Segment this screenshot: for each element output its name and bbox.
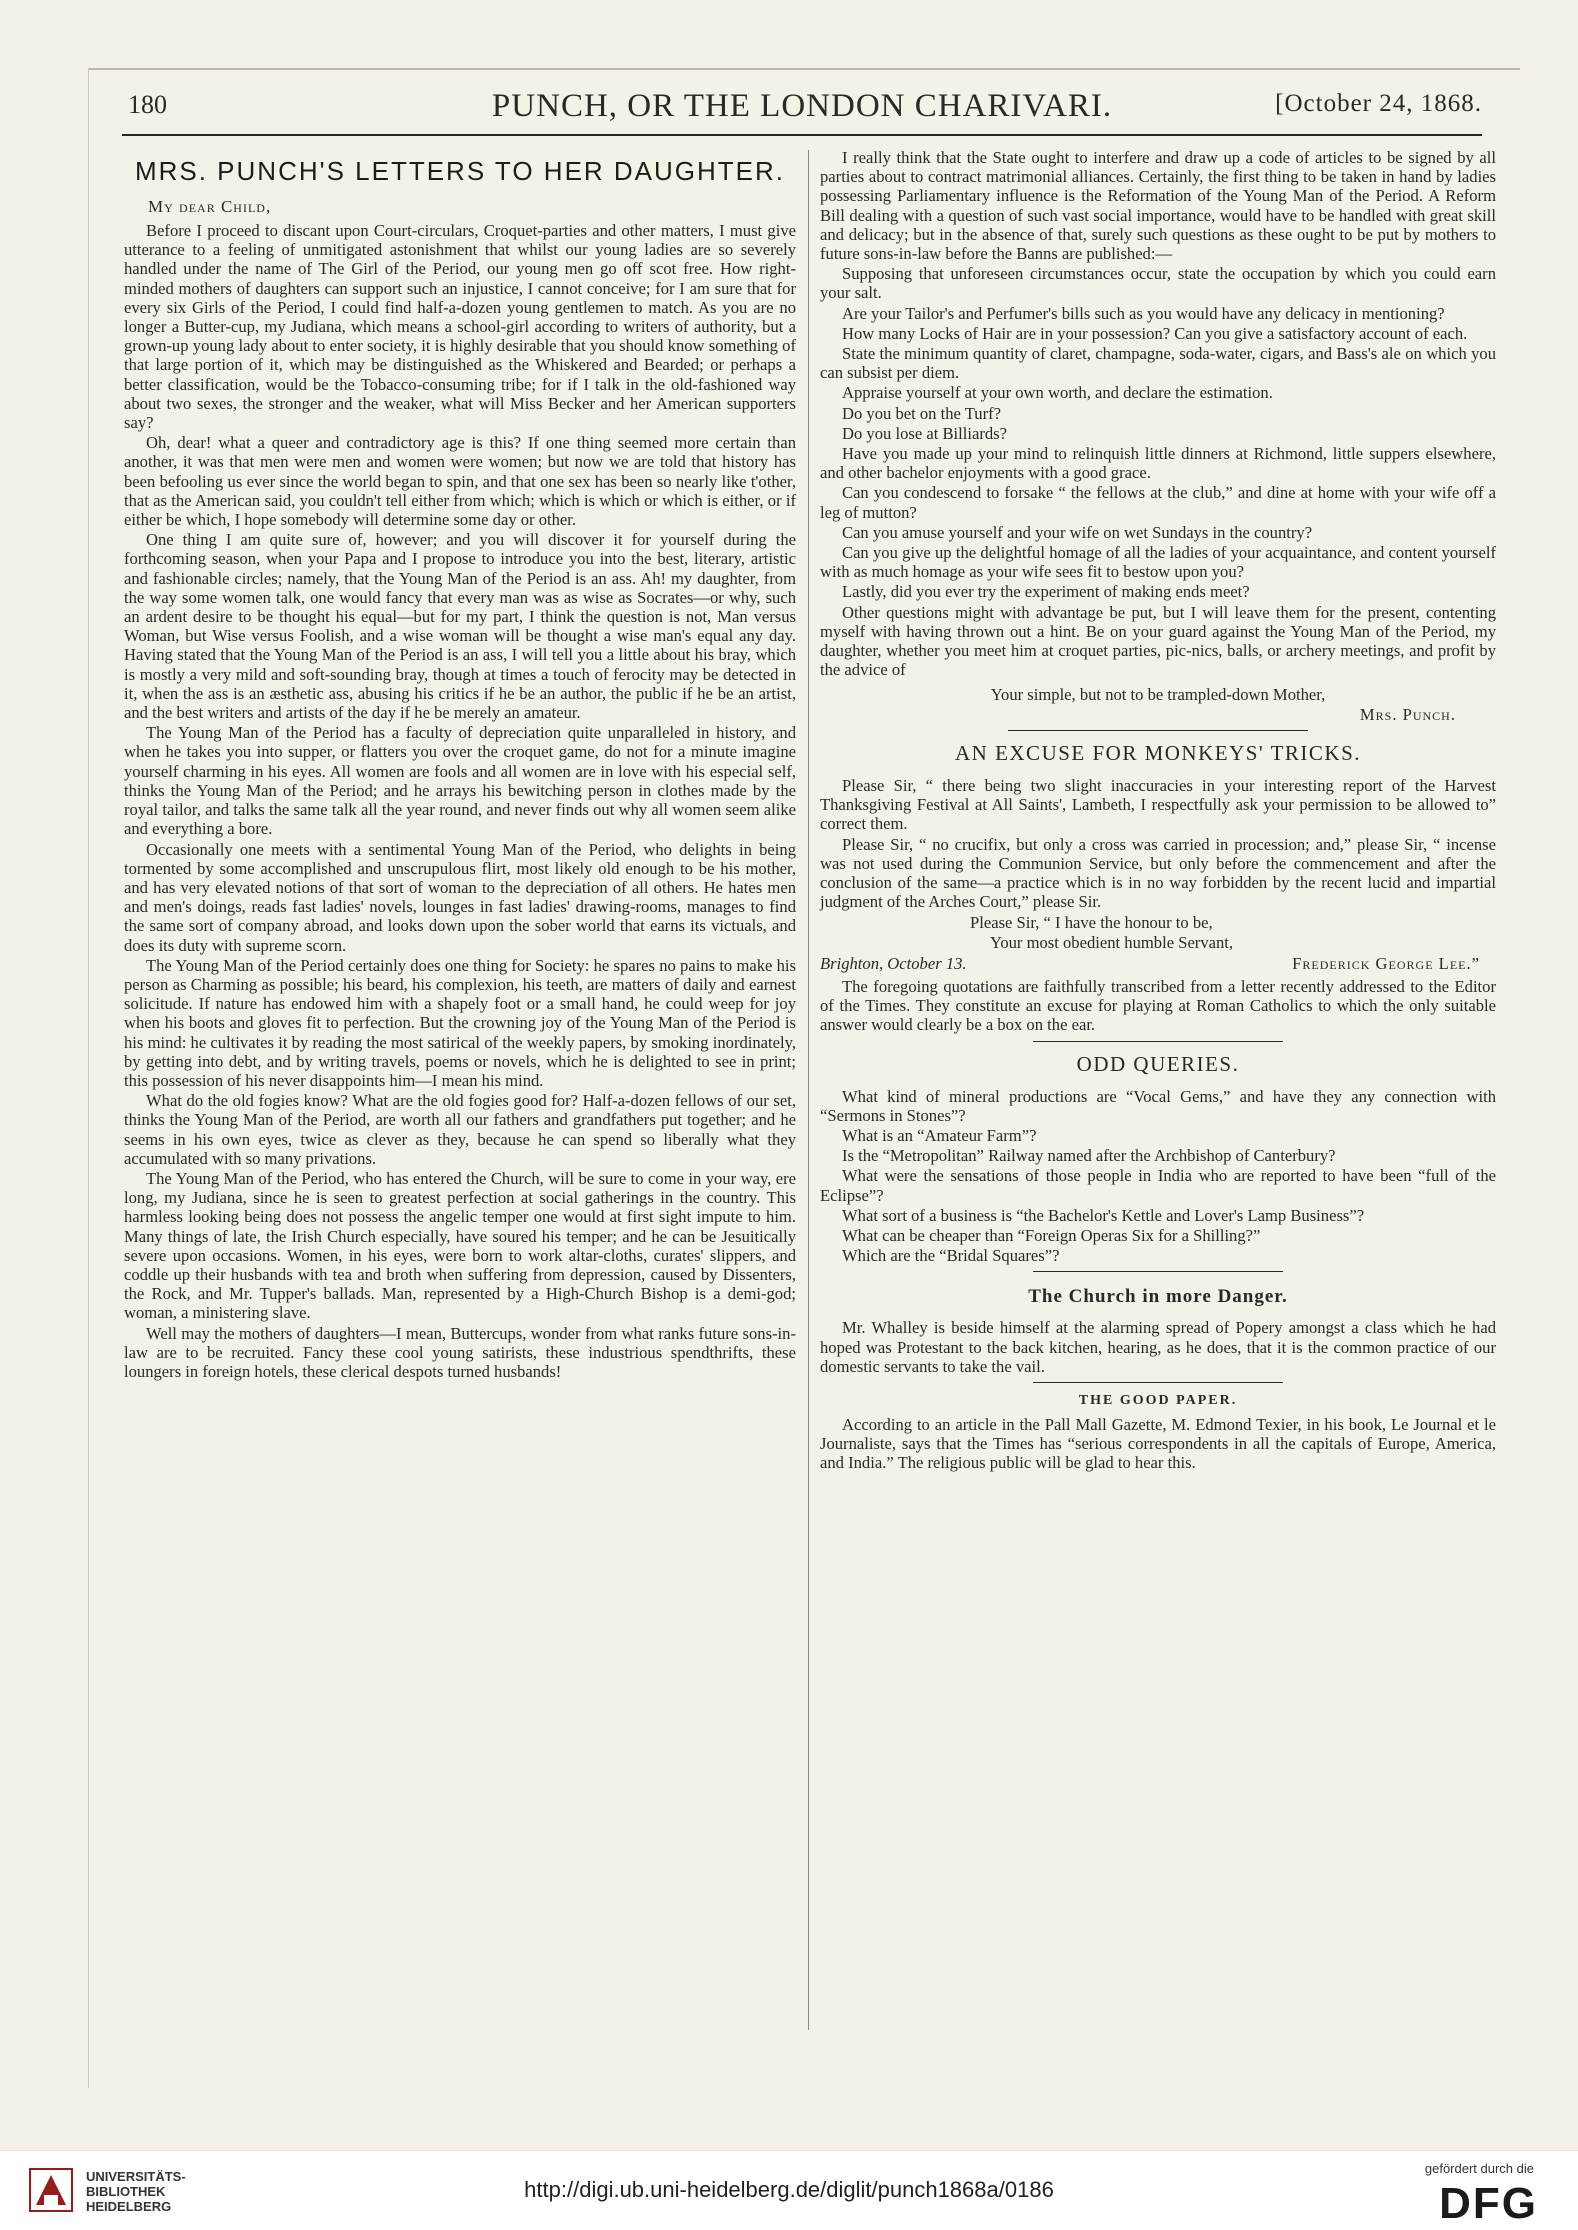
letters-closing: Your simple, but not to be trampled-down Mother, xyxy=(990,685,1326,705)
letters-paragraph: Occasionally one meets with a sentimental Young Man of the Period, who delights in being tormented by some accomplished and unscrupulous flirt, most likely old enough to be his mother, and has very elevated notions of that sort of woman to the depreciation of all others. He hates men and men's doings, reads fast ladies' novels, lounges in fast ladies' drawing-rooms, manages to find the same sort of company abroad, and looks down upon the sober world that earns its victuals, and does its duty with supreme scorn. xyxy=(124,839,796,955)
excuse-title: AN EXCUSE FOR MONKEYS' TRICKS. xyxy=(954,740,1362,765)
source-url-link[interactable]: http://digi.ub.uni-heidelberg.de/diglit/punch1868a/0186 xyxy=(524,2177,1054,2202)
paper-text: According to an article in the Pall Mall Gazette, M. Edmond Texier, in his book, Le Journal et le Journaliste, says that the Times has “serious correspondents in all the capitals of Europe, America, and India.” The religious public will be glad to hear this. xyxy=(820,1414,1496,1473)
excuse-paragraph: Please Sir, “ no crucifix, but only a cross was carried in procession; and,” please Sir, “ incense was not used during the Communion Service, but only before the commencement and after the conclusion of the same—a practice which is in no way forbidden by the recent lucid and impartial judgment of the Arches Court,” please Sir. xyxy=(820,834,1496,912)
excuse-dateline xyxy=(820,954,1480,973)
running-head xyxy=(122,88,1482,136)
institution-line: BIBLIOTHEK xyxy=(86,2184,166,2199)
letters-question: Appraise yourself at your own worth, and declare the estimation. xyxy=(842,383,1273,403)
letters-signature: Mrs. Punch. xyxy=(1359,704,1456,724)
institution-line: HEIDELBERG xyxy=(86,2199,172,2214)
letters-question: Lastly, did you ever try the experiment of making ends meet? xyxy=(842,582,1250,602)
institution-line: UNIVERSITÄTS- xyxy=(86,2169,186,2184)
excuse-dateline-name: Frederick George Lee.” xyxy=(1292,953,1480,973)
letters-question: Do you bet on the Turf? xyxy=(842,403,1002,423)
left-column xyxy=(124,148,796,1381)
letters-paragraph: I really think that the State ought to interfere and draw up a code of articles to be signed by all parties about to contract matrimonial alliances. Certainly, the first thing to be taken in hand by ladies possessing Parliamentary influence is the Reformation of the Young Man of the Period. A Reform Bill dealing with a question of such vast social importance, would have to be handled with great skill and delicacy; but in the absence of that, surely such questions as these ought to be put by mothers to future sons-in-law before the Banns are published:— xyxy=(820,148,1496,264)
letters-question: Can you give up the delightful homage of all the ladies of your acquaintance, and content yourself with as much homage as your wife sees fit to bestow upon you? xyxy=(820,543,1496,582)
excuse-paragraph: Please Sir, “ there being two slight inaccuracies in your interesting report of the Harvest Thanksgiving Festival at All Saints', Lambeth, I respectfully ask your permission to be allowed to” correct them. xyxy=(820,775,1496,834)
excuse-closing-2: Your most obedient humble Servant, xyxy=(990,932,1234,952)
church-title: The Church in more Danger. xyxy=(1028,1286,1288,1308)
right-column xyxy=(820,148,1496,1473)
section-rule xyxy=(1033,1041,1283,1042)
page-number: 180 xyxy=(128,90,167,119)
letters-paragraph: Well may the mothers of daughters—I mean, Buttercups, wonder from what ranks future sons-in-law are to be recruited. Fancy these cool young satirists, these industrious spendthrifts, these loungers in foreign hotels, these clerical despots turned husbands! xyxy=(124,1323,796,1381)
excuse-dateline-place: Brighton, October 13. xyxy=(820,953,967,973)
letters-title: MRS. PUNCH'S LETTERS TO HER DAUGHTER. xyxy=(134,156,786,186)
page-border-top xyxy=(88,68,1520,70)
issue-date: [October 24, 1868. xyxy=(1275,90,1482,117)
letters-question: Do you lose at Billiards? xyxy=(842,423,1007,443)
queries-title: ODD QUERIES. xyxy=(1076,1051,1240,1076)
query-item: What were the sensations of those people in India who are reported to have been “full of the Eclipse”? xyxy=(820,1166,1496,1205)
page-border-left xyxy=(88,68,89,2088)
letters-question: Can you condescend to forsake “ the fellows at the club,” and dine at home with your wife off a leg of mutton? xyxy=(820,483,1496,522)
section-rule xyxy=(1008,730,1308,731)
masthead: PUNCH, OR THE LONDON CHARIVARI. xyxy=(491,88,1113,124)
query-item: What is an “Amateur Farm”? xyxy=(842,1125,1037,1145)
excuse-commentary: The foregoing quotations are faithfully transcribed from a letter recently addressed to the Editor of the Times. They constitute an excuse for playing at Roman Catholics to which the only suitable answer would clearly be a box on the ear. xyxy=(820,976,1496,1035)
letters-paragraph: The Young Man of the Period has a faculty of depreciation quite unparalleled in history, and when he takes you into supper, or flatters you over the croquet game, do not for a minute imagine yourself charming in his eyes. All women are fools and all women are in love with his especial self, thinks the Young Man of the Period; and he arrays his bewitching person in clothes made by the royal tailor, and talks the same talk all the year round, and never finds out why all women seem alike and everything a bore. xyxy=(124,723,796,839)
letters-paragraph: Before I proceed to discant upon Court-circulars, Croquet-parties and other matters, I must give utterance to a feeling of unmitigated astonishment that whilst our young ladies are so severely handled under the name of The Girl of the Period, our young men go off scot free. How right-minded mothers of daughters can support such an injustice, I cannot conceive; for I am sure that for every six Girls of the Period, I could find half-a-dozen young gentlemen to match. As you are no longer a Butter-cup, my Judiana, which means a school-girl according to writers of authority, but a grown-up young lady about to enter society, it is highly desirable that you should know something of that large portion of it, which may be distinguished as the Whiskered and Bearded; or perhaps a better classification, would be the Tobacco-consuming tribe; for if I talk in the old-fashioned way about two sexes, the stronger and the weaker, what will Miss Becker and her American supporters say? xyxy=(124,221,796,433)
letters-paragraph: The Young Man of the Period, who has entered the Church, will be sure to come in your way, ere long, my Judiana, since he is seen to greatest perfection at social gatherings in the country. This harmless looking being does not possess the angelic temper one would at first sight impute to him. Many things of late, the Irish Church especially, have soured his temper; and he can be Jesuitically severe upon occasions. Women, in his eyes, were born to work altar-cloths, curates' slippers, and coddle up their husbands with tea and broth when suffering from depression, caused by Dissenters, the Rock, and Mr. Tupper's ballads. Man, represented by a High-Church Bishop is a demi-god; woman, a ministering slave. xyxy=(124,1168,796,1323)
letters-paragraph: The Young Man of the Period certainly does one thing for Society: he spares no pains to make his person as Charming as possible; his beard, his complexion, his teeth, are matters of daily and earnest solicitude. If nature has endowed him with a shapely foot or a small hand, he could weep for joy when his boots and gloves fit to perfection. But the crowning joy of the Young Man of the Period is his mind: he cultivates it by reading the most satirical of the weekly papers, by smoking inordinately, by getting into debt, and by writing travels, poems or novels, which he is delighted to see in print; this possession of his never disappoints him—I mean his mind. xyxy=(124,955,796,1090)
letters-salutation: My dear Child, xyxy=(148,197,272,216)
letters-question: How many Locks of Hair are in your possession? Can you give a satisfactory account of each. xyxy=(842,323,1468,343)
letters-paragraph: Other questions might with advantage be put, but I will leave them for the present, contenting myself with having thrown out a hint. Be on your guard against the Young Man of the Period, my daughter, whether you meet him at croquet parties, pic-nics, balls, or archery meetings, and profit by the advice of xyxy=(820,602,1496,680)
query-item: What kind of mineral productions are “Vocal Gems,” and have they any connection with “Sermons in Stones”? xyxy=(820,1086,1496,1125)
query-item: Which are the “Bridal Squares”? xyxy=(842,1246,1060,1266)
section-rule xyxy=(1033,1271,1283,1272)
column-divider xyxy=(808,150,809,2030)
dfg-logo: DFG xyxy=(1439,2179,1538,2228)
digitization-footer xyxy=(0,2150,1578,2230)
query-item: What can be cheaper than “Foreign Operas Six for a Shilling?” xyxy=(842,1225,1261,1245)
letters-paragraph: What do the old fogies know? What are the old fogies good for? Half-a-dozen fellows of our set, thinks the Young Man of the Period, are worth all our fathers and grandfathers put together; and he seems in his own eyes, twice as clever as they, because he can spend so liberally what they accumulated with so many privations. xyxy=(124,1091,796,1168)
section-rule xyxy=(1033,1382,1283,1383)
query-item: Is the “Metropolitan” Railway named after the Archbishop of Canterbury? xyxy=(842,1146,1336,1166)
letters-question: Can you amuse yourself and your wife on wet Sundays in the country? xyxy=(842,522,1313,542)
church-text: Mr. Whalley is beside himself at the alarming spread of Popery amongst a class which he had hoped was Protestant to the back kitchen, hearing, as he does, that it is the common practice of our domestic servants to take the vail. xyxy=(820,1318,1496,1376)
letters-question: Are your Tailor's and Perfumer's bills such as you would have any delicacy in mentioning? xyxy=(842,303,1445,323)
letters-question: Have you made up your mind to relinquish little dinners at Richmond, little suppers elsewhere, and other bachelor enjoyments with a good grace. xyxy=(820,444,1496,483)
letters-question: Supposing that unforeseen circumstances occur, state the occupation by which you could earn your salt. xyxy=(820,264,1496,303)
paper-title: THE GOOD PAPER. xyxy=(1078,1392,1238,1408)
query-item: What sort of a business is “the Bachelor's Kettle and Lover's Lamp Business”? xyxy=(842,1205,1365,1225)
excuse-closing-1: Please Sir, “ I have the honour to be, xyxy=(970,913,1213,933)
letters-paragraph: One thing I am quite sure of, however; and you will discover it for yourself during the forthcoming season, when your Papa and I propose to introduce you into the best, literary, artistic and fashionable circles; namely, that the Young Man of the Period is an ass. Ah! my daughter, from the way some women talk, one would fancy that every man was as wise as Socrates—or why, such an ardent desire to be thought his equal—but for my part, I think the question is not, Man versus Woman, but Wise versus Foolish, and a wise woman will be thought a wise man's equal any day. Having stated that the Young Man of the Period is an ass, I will tell you a little about his bray, which is mostly a very mild and soft-sounding bray, though at times a touch of ferocity may be detected in it, when the ass is an æsthetic ass, abusing his critics if he be an author, the public if he be an artist, and the best writers and artists of the day if he be merely an amateur. xyxy=(124,530,796,723)
funded-by-label: gefördert durch die xyxy=(1424,2161,1534,2176)
letters-question: State the minimum quantity of claret, champagne, soda-water, cigars, and Bass's ale on which you can subsist per diem. xyxy=(820,344,1496,383)
letters-paragraph: Oh, dear! what a queer and contradictory age is this? If one thing seemed more certain than another, it was that men were men and women were women; but now we are told that history has been befooling us ever since the world began to spin, and that one sex has been so nearly like t'other, that as the American said, you couldn't tell either from which; which is which or which is either, or if either be which, I hope somebody will determine some day or other. xyxy=(124,433,796,530)
